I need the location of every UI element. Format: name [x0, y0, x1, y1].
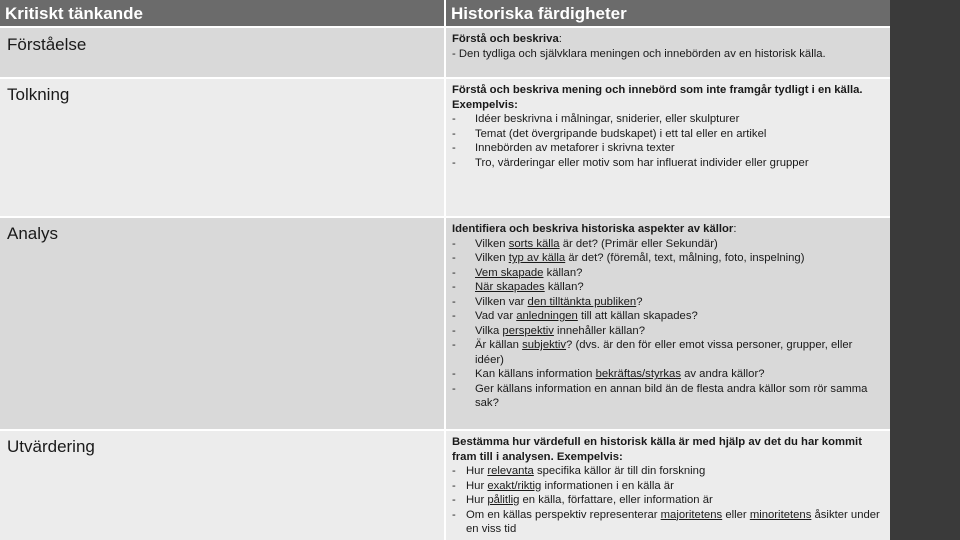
intro-rest: : [558, 33, 562, 45]
intro-bold: Förstå och beskriva [452, 33, 559, 45]
list-item: - När skapades källan? [452, 281, 584, 293]
list-item: - Tro, värderingar eller motiv som har influerat individer eller grupper [452, 156, 809, 169]
dark-side-panel [890, 0, 960, 540]
term-utvardering: Utvärdering [7, 437, 95, 456]
list-item: - Är källan subjektiv? (dvs. är den för eller emot vissa personer, grupper, eller idéer) [452, 339, 853, 366]
list-item: - Temat (det övergripande budskapet) i ett tal eller en artikel [452, 127, 767, 140]
term-analys: Analys [7, 224, 59, 243]
description-tolkning [452, 83, 882, 170]
intro-bold: Bestämma hur värdefull en historisk källa är med hjälp av det du har kommit fram till i analysen. Exempelvis: [452, 436, 862, 463]
list-item: - Vad var anledningen till att källan skapades? [452, 310, 698, 322]
list-item: - Vem skapade källan? [452, 266, 583, 279]
list-item: - Hur pålitlig en källa, författare, eller information är [452, 494, 713, 506]
term-forstaelse: Förståelse [7, 35, 87, 54]
column-divider [444, 0, 446, 540]
term-tolkning: Tolkning [7, 85, 70, 104]
list-item: - Vilken var den tilltänkta publiken? [452, 295, 643, 308]
list-item: - Hur relevanta specifika källor är till din forskning [452, 465, 706, 477]
description-forstaelse [452, 32, 882, 61]
list-item: - Idéer beskrivna i målningar, sniderier, eller skulpturer [452, 113, 740, 125]
list-item: - Vilken sorts källa är det? (Primär eller Sekundär) [452, 237, 718, 250]
list-item: - Hur exakt/riktig informationen i en källa är [452, 479, 674, 492]
header-historical-skills: Historiska färdigheter [451, 4, 627, 23]
list-item: - Om en källas perspektiv representerar majoritetens eller minoritetens åsikter under en viss tid [452, 508, 880, 535]
list-item: - Innebörden av metaforer i skrivna texter [452, 142, 675, 154]
description-analys: Identifiera och beskriva historiska aspekter av källor: - Vilken sorts källa är det? (Primär eller Sekundär) - Vilken typ av källa är det? (föremål, text, målning, foto, inspelning) - Vem skapade källan? - När skapades källan? - Vilken var den tilltänkta publiken? - Vad var anledningen till att källan skapades? - Vilka perspektiv innehåller källan? - Är källan subjektiv? (dvs. är den för eller emot vissa personer, grupper, eller idéer) - Kan källans information bekräftas/styrkas av andra källor? - Ger källans information en annan bild än de flesta andra källor som rör samma sak? [452, 222, 882, 411]
list-item: - Vilken typ av källa är det? (föremål, text, målning, foto, inspelning) [452, 252, 805, 264]
description-utvardering [452, 435, 882, 537]
description-line: - Den tydliga och självklara meningen och innebörden av en historisk källa. [452, 47, 826, 60]
intro-bold: Förstå och beskriva mening och innebörd som inte framgår tydligt i en källa. Exempelvis: [452, 84, 863, 111]
list-item: - Vilka perspektiv innehåller källan? [452, 324, 645, 337]
list-item: - Ger källans information en annan bild än de flesta andra källor som rör samma sak? [452, 382, 868, 409]
intro-bold: Identifiera och beskriva historiska aspekter av källor [452, 223, 734, 235]
list-item: - Kan källans information bekräftas/styrkas av andra källor? [452, 368, 765, 380]
header-critical-thinking: Kritiskt tänkande [5, 4, 143, 23]
